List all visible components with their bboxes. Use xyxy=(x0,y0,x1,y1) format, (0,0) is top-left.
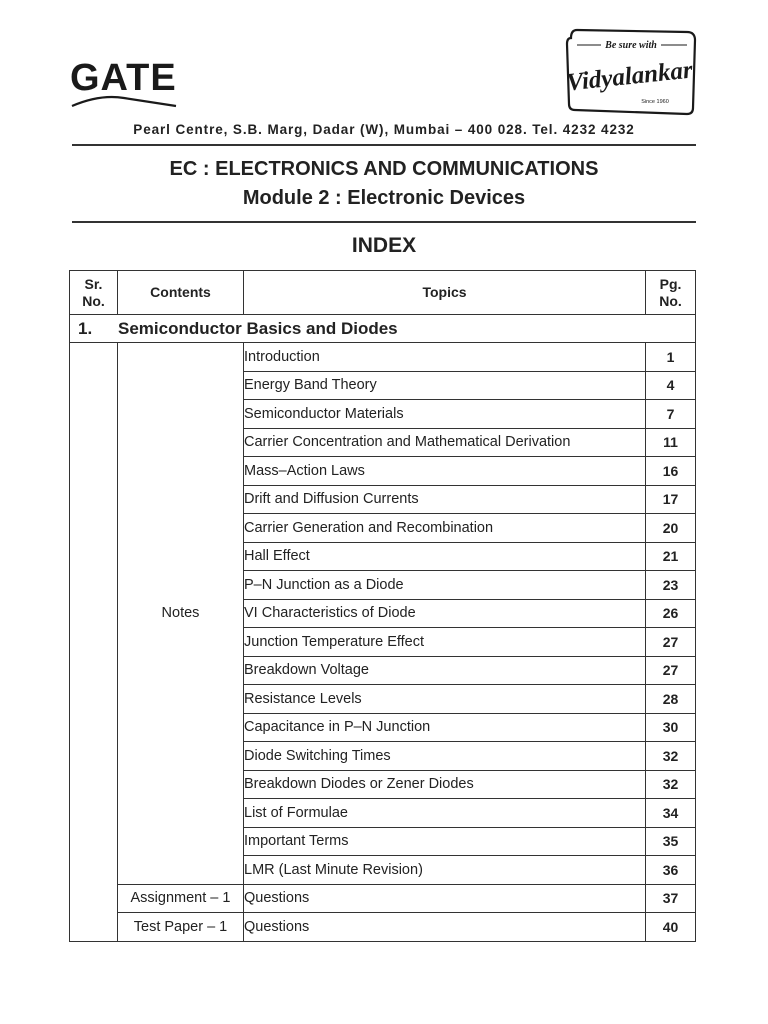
topic-cell: VI Characteristics of Diode xyxy=(244,599,646,628)
section-number: 1. xyxy=(78,318,93,338)
gate-logo xyxy=(70,58,178,106)
header-contents: Contents xyxy=(118,271,244,315)
index-table xyxy=(69,270,696,942)
table-row xyxy=(70,884,696,913)
topic-cell: Carrier Generation and Recombination xyxy=(244,514,646,543)
topic-cell: Carrier Concentration and Mathematical Derivation xyxy=(244,428,646,457)
page-number-cell: 11 xyxy=(646,428,696,457)
header-pg-line2: No. xyxy=(659,292,682,309)
topic-cell: Questions xyxy=(244,884,646,913)
brand-name: Vidyalankar xyxy=(565,56,694,97)
topic-cell: Capacitance in P–N Junction xyxy=(244,713,646,742)
header-pg-line1: Pg. xyxy=(659,275,682,292)
topic-cell: Introduction xyxy=(244,343,646,372)
module-title: Module 2 : Electronic Devices xyxy=(242,187,526,209)
topic-cell: Diode Switching Times xyxy=(244,742,646,771)
header-pg-no xyxy=(646,271,696,315)
index-heading: INDEX xyxy=(351,234,417,257)
page-number-cell: 16 xyxy=(646,457,696,486)
title-divider xyxy=(72,221,696,223)
section-heading xyxy=(70,315,696,343)
page-number-cell: 1 xyxy=(646,343,696,372)
brand-since: Since 1960 xyxy=(641,99,669,105)
page-number-cell: 7 xyxy=(646,400,696,429)
page-number-cell: 26 xyxy=(646,599,696,628)
course-title: EC : ELECTRONICS AND COMMUNICATIONS xyxy=(169,158,599,180)
topic-cell: Semiconductor Materials xyxy=(244,400,646,429)
header-sr-line1: Sr. xyxy=(84,275,103,292)
topic-cell: Energy Band Theory xyxy=(244,371,646,400)
address-line: Pearl Centre, S.B. Marg, Dadar (W), Mumbai – 400 028. Tel. 4232 4232 xyxy=(133,122,635,137)
page-number-cell: 17 xyxy=(646,485,696,514)
page-number-cell: 23 xyxy=(646,571,696,600)
gate-swoosh-icon xyxy=(70,94,178,108)
page-number-cell: 4 xyxy=(646,371,696,400)
table-header-row xyxy=(70,271,696,315)
page-number-cell: 21 xyxy=(646,542,696,571)
header-topics: Topics xyxy=(244,271,646,315)
page-number-cell: 20 xyxy=(646,514,696,543)
page-number-cell: 30 xyxy=(646,713,696,742)
page-number-cell: 40 xyxy=(646,913,696,942)
table-row xyxy=(70,913,696,942)
section-row xyxy=(70,315,696,343)
gate-logo-text: GATE xyxy=(70,57,177,99)
section-title: Semiconductor Basics and Diodes xyxy=(118,318,398,338)
contents-cell: Test Paper – 1 xyxy=(118,913,244,942)
topic-cell: Questions xyxy=(244,913,646,942)
header-divider xyxy=(72,144,696,146)
contents-notes-cell: Notes xyxy=(118,343,244,885)
page-number-cell: 35 xyxy=(646,827,696,856)
topic-cell: Breakdown Voltage xyxy=(244,656,646,685)
topic-cell: P–N Junction as a Diode xyxy=(244,571,646,600)
header-sr-line2: No. xyxy=(82,292,105,309)
page-number-cell: 32 xyxy=(646,770,696,799)
sr-no-cell xyxy=(70,343,118,942)
contents-cell: Assignment – 1 xyxy=(118,884,244,913)
topic-cell: List of Formulae xyxy=(244,799,646,828)
page-number-cell: 28 xyxy=(646,685,696,714)
topic-cell: LMR (Last Minute Revision) xyxy=(244,856,646,885)
vidyalankar-logo xyxy=(563,28,697,116)
topic-cell: Junction Temperature Effect xyxy=(244,628,646,657)
page-number-cell: 36 xyxy=(646,856,696,885)
page-number-cell: 27 xyxy=(646,656,696,685)
page-number-cell: 27 xyxy=(646,628,696,657)
page-number-cell: 32 xyxy=(646,742,696,771)
topic-cell: Mass–Action Laws xyxy=(244,457,646,486)
topic-cell: Important Terms xyxy=(244,827,646,856)
page-number-cell: 34 xyxy=(646,799,696,828)
brand-tagline: Be sure with xyxy=(605,40,657,51)
table-row xyxy=(70,343,696,372)
topic-cell: Breakdown Diodes or Zener Diodes xyxy=(244,770,646,799)
header-sr-no xyxy=(70,271,118,315)
topic-cell: Drift and Diffusion Currents xyxy=(244,485,646,514)
page-number-cell: 37 xyxy=(646,884,696,913)
topic-cell: Resistance Levels xyxy=(244,685,646,714)
topic-cell: Hall Effect xyxy=(244,542,646,571)
